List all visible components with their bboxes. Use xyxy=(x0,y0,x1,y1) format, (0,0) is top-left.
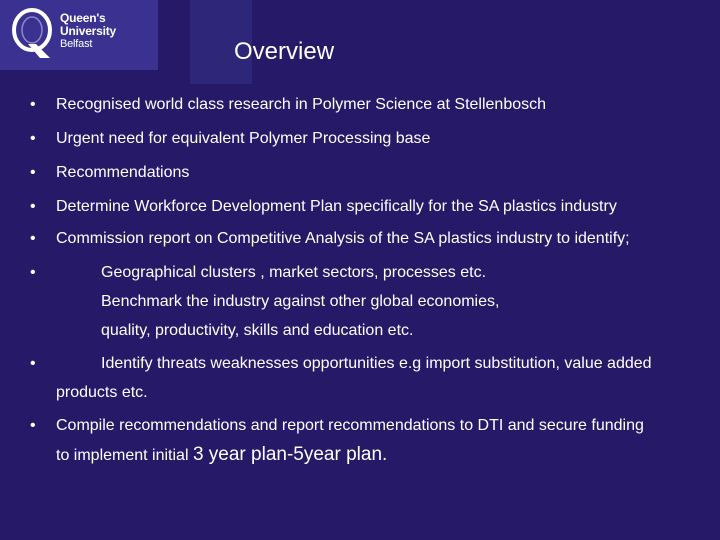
queens-university-logo-icon xyxy=(10,6,58,62)
bullet-marker: • xyxy=(30,198,36,215)
bullet-text-implement xyxy=(56,444,387,466)
bullet-text-recommendations: Recommendations xyxy=(56,164,190,181)
bullet-text-processing-base: Urgent need for equivalent Polymer Processing base xyxy=(56,130,431,147)
bullet-text-threats: Identify threats weaknesses opportunities e.g import substitution, value added xyxy=(101,355,652,372)
bullet-text-products: products etc. xyxy=(56,384,148,401)
bullet-marker: • xyxy=(30,230,36,247)
logo-panel xyxy=(0,0,158,70)
implement-text-small: to implement initial xyxy=(56,447,189,464)
bullet-text-compile: Compile recommendations and report recommendations to DTI and secure funding xyxy=(56,417,644,434)
bullet-text-clusters: Geographical clusters , market sectors, processes etc. xyxy=(101,264,487,281)
bullet-text-quality: quality, productivity, skills and education etc. xyxy=(101,322,414,339)
implement-text-plan: 3 year plan-5year plan. xyxy=(192,444,388,465)
bullet-marker: • xyxy=(30,130,36,147)
bullet-text-commission-report: Commission report on Competitive Analysis of the SA plastics industry to identify; xyxy=(56,230,630,247)
bullet-marker: • xyxy=(30,417,36,434)
bullet-text-workforce-plan: Determine Workforce Development Plan specifically for the SA plastics industry xyxy=(56,198,617,215)
bullet-marker: • xyxy=(30,355,36,372)
bullet-text-research: Recognised world class research in Polymer Science at Stellenbosch xyxy=(56,96,547,113)
logo-line-1: Queen's University xyxy=(60,11,117,38)
logo-line-2: Belfast xyxy=(60,38,93,50)
bullet-marker: • xyxy=(30,96,36,113)
bullet-marker: • xyxy=(30,264,36,281)
logo-wordmark xyxy=(60,12,158,51)
slide-title: Overview xyxy=(234,38,335,65)
bullet-marker: • xyxy=(30,164,36,181)
bullet-text-benchmark: Benchmark the industry against other global economies, xyxy=(101,293,500,310)
